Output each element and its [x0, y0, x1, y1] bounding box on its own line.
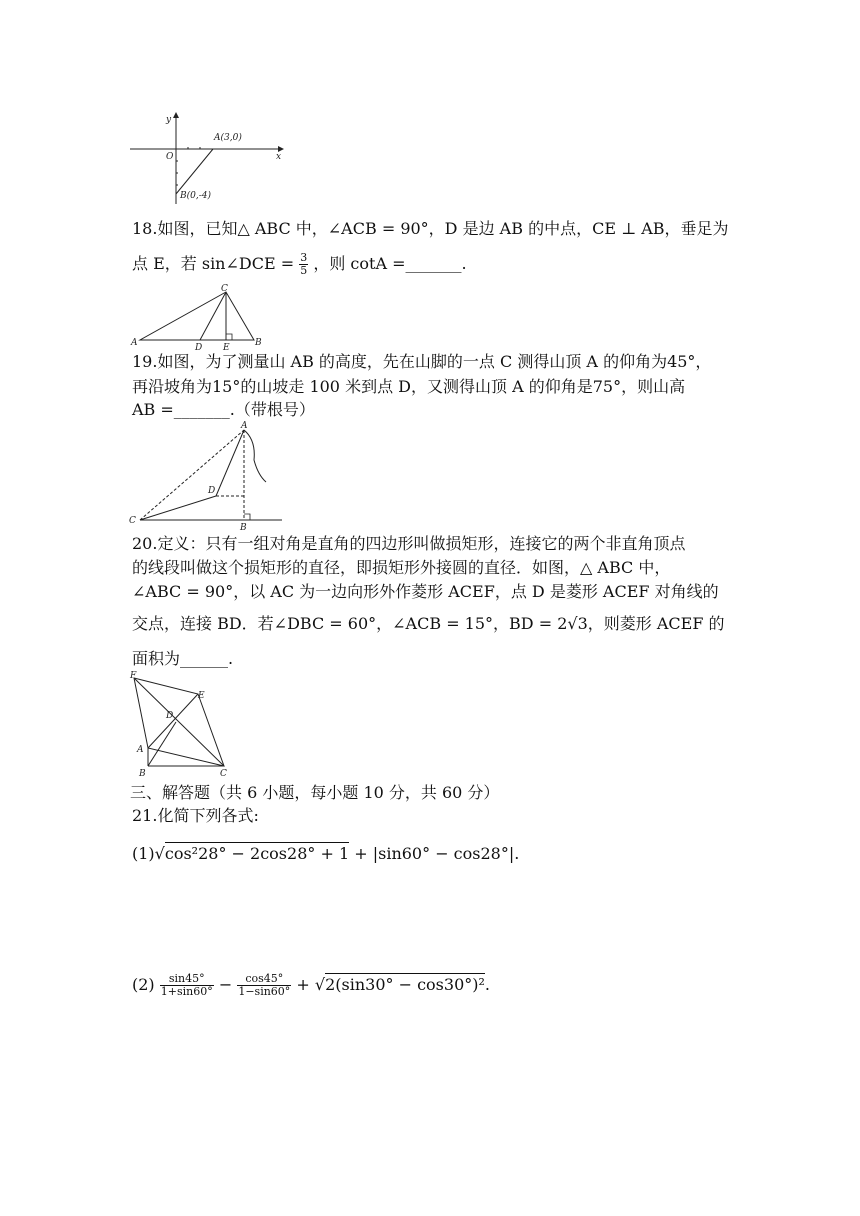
q21-part1-rest: + |sin60° − cos28°|. [349, 844, 520, 863]
q19-line2: 再沿坡角为15°的山坡走 100 米到点 D，又测得山顶 A 的仰角是75°，则山高 [132, 377, 686, 396]
point-b-label: B(0,-4) [180, 191, 211, 201]
origin-label: O [166, 152, 174, 162]
q21-frac1-num: sin45° [160, 973, 214, 986]
fig19-label-b: B [240, 523, 247, 532]
radical-sign-icon: √ [314, 975, 326, 994]
q21-part1 [132, 842, 519, 864]
q20-line3: ∠ABC = 90°，以 AC 为一边向形外作菱形 ACEF，点 D 是菱形 ACEF 对角线的 [132, 582, 719, 601]
fig18-label-b: B [255, 338, 262, 348]
q21-frac2-num: cos45° [237, 973, 291, 986]
fig19-label-d: D [208, 486, 216, 496]
q21-part2-minus: − [218, 975, 233, 994]
q19-line3: AB =_______.（带根号） [132, 400, 315, 419]
fig20-label-f: F [130, 671, 137, 681]
section-3-heading: 三、解答题（共 6 小题，每小题 10 分，共 60 分） [130, 783, 500, 802]
figure-18-triangle [128, 282, 268, 354]
q19-line1: 19.如图，为了测量山 AB 的高度，先在山脚的一点 C 测得山顶 A 的仰角为45°， [132, 352, 712, 371]
q21-part2-label: (2) [132, 975, 155, 994]
q20-line4: 交点，连接 BD．若∠DBC = 60°，∠ACB = 15°，BD = 2√3，则菱形 ACEF 的 [132, 614, 725, 633]
q21-part2-frac1 [160, 973, 214, 998]
fig20-label-a: A [137, 745, 144, 755]
point-a-label: A(3,0) [214, 133, 242, 143]
q21-part2-end: . [484, 975, 490, 994]
q21-part2-radicand: 2(sin30° − cos30°)² [325, 975, 485, 994]
fig20-label-b: B [139, 769, 146, 779]
q21-frac2-den: 1−sin60° [238, 985, 291, 998]
q21-part2-plus: + [296, 975, 310, 994]
fig20-label-e: E [198, 691, 205, 701]
fig20-label-d: D [166, 711, 174, 721]
fig20-label-c: C [220, 769, 227, 779]
q21-part1-radicand: cos²28° − 2cos28° + 1 [164, 844, 350, 863]
q20-line2: 的线段叫做这个损矩形的直径，即损矩形外接圆的直径．如图，△ ABC 中， [132, 558, 671, 577]
fig19-label-a: A [241, 421, 248, 431]
radical-sign-icon: √ [154, 844, 165, 863]
q18-line2 [132, 252, 467, 277]
q18-frac-den: 5 [300, 264, 308, 277]
figure-19-mountain [126, 420, 286, 532]
q18-line2-prefix: 点 E，若 sin∠DCE = [132, 254, 295, 273]
q21-frac1-den: 1+sin60° [160, 985, 213, 998]
q21-part2 [132, 973, 490, 998]
fig18-label-a: A [131, 338, 138, 348]
fig18-label-d: D [195, 343, 203, 353]
fig18-label-c: C [221, 284, 228, 294]
fig18-label-e: E [223, 343, 230, 353]
q21-part2-frac2 [237, 973, 291, 998]
x-axis-label: x [276, 152, 282, 162]
q18-frac-num: 3 [300, 251, 308, 264]
q18-fraction [299, 252, 308, 277]
fig19-label-c: C [129, 516, 136, 526]
q21-title: 21.化简下列各式: [132, 806, 259, 825]
figure-20-rhombus [126, 670, 238, 780]
q21-part1-label: (1) [132, 844, 155, 863]
q20-line1: 20.定义：只有一组对角是直角的四边形叫做损矩形，连接它的两个非直角顶点 [132, 534, 686, 553]
q18-line1: 18.如图，已知△ ABC 中，∠ACB = 90°，D 是边 AB 的中点，CE ⊥ AB，垂足为 [132, 219, 729, 238]
q18-line2-suffix: ，则 cotA =_______. [313, 254, 467, 273]
y-axis-label: y [166, 115, 172, 125]
figure-17-coordinate [128, 112, 288, 207]
q20-line5: 面积为______. [132, 649, 234, 668]
